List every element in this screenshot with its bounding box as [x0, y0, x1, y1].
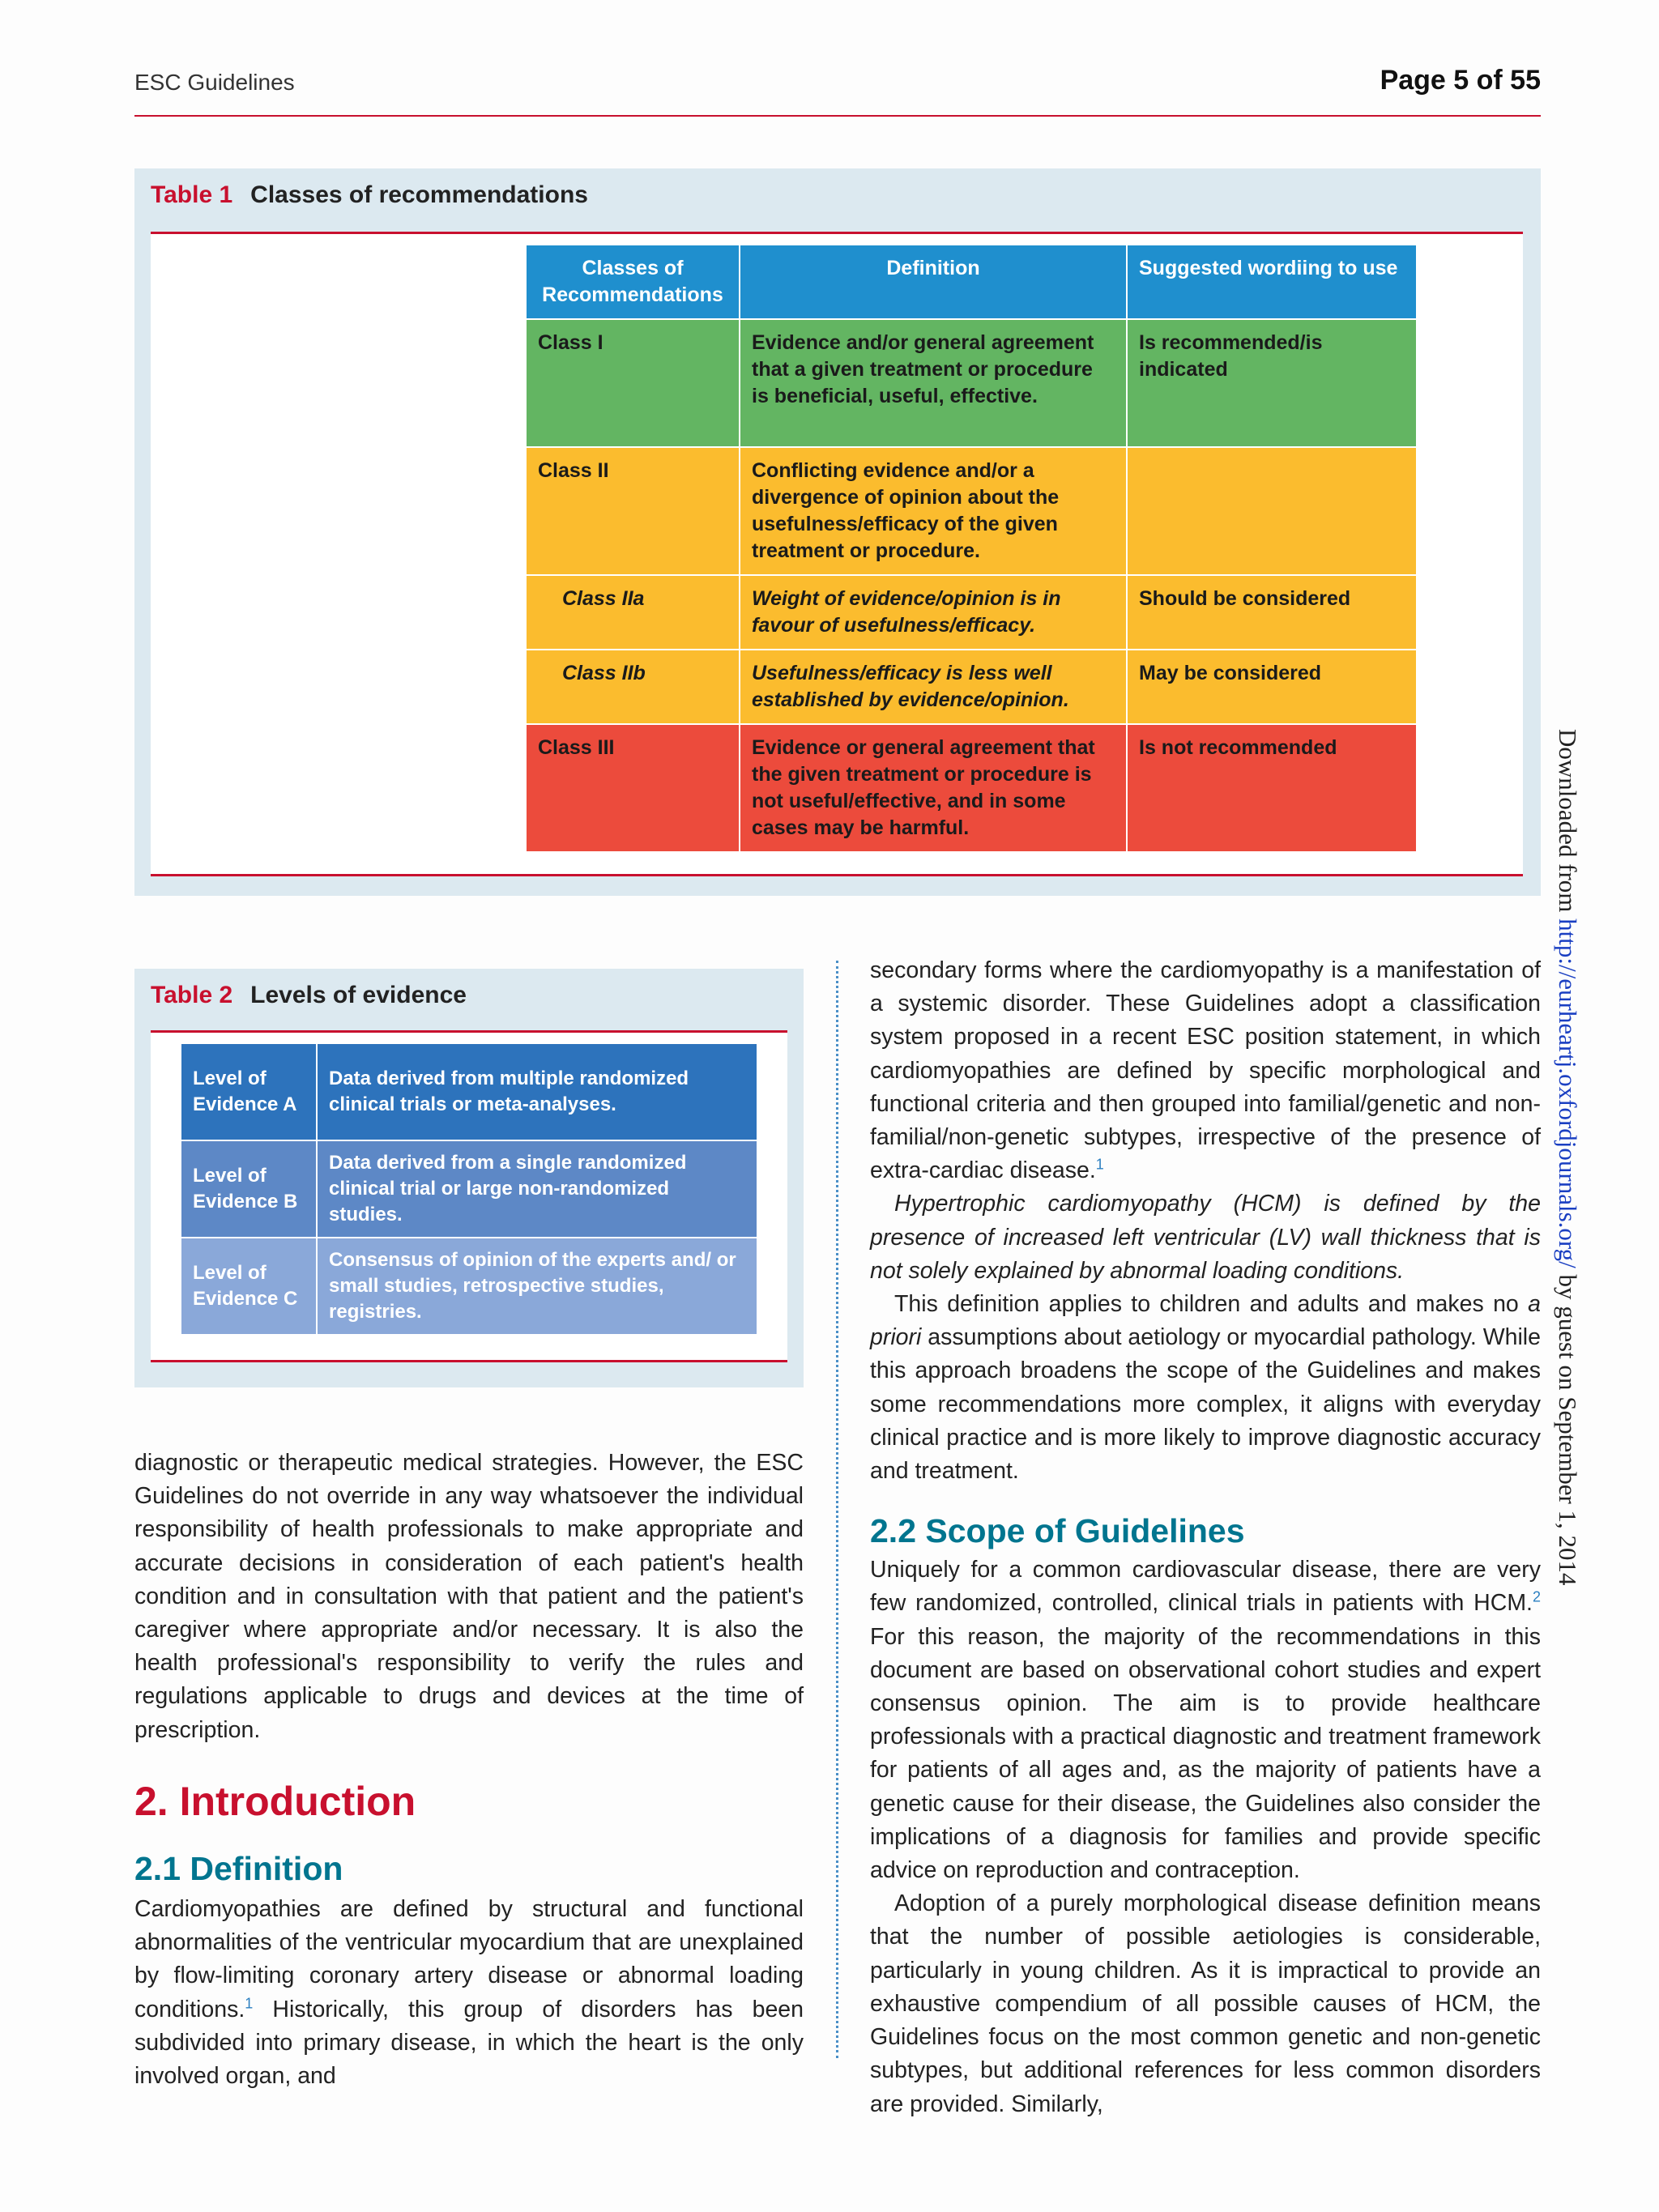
- download-notice-link[interactable]: http://eurheartj.oxfordjournals.org/: [1554, 918, 1582, 1268]
- column-divider: [836, 961, 838, 2058]
- morphological-definition-paragraph: Adoption of a purely morphological disease definition means that the number of possible aetiologies is considerable, particularly in young children. As it is impractical to provide an exhaustive compendium of all possible causes of HCM, the Guidelines focus on the most common genetic and non-genetic subtypes, but additional references for less common disorders are provided. Similarly,: [870, 1890, 1541, 2117]
- scope-paragraph: [870, 1554, 1541, 1887]
- table2-title: Levels of evidence: [250, 982, 467, 1008]
- scope-paragraph-text-a: Uniquely for a common cardiovascular disease, there are very few randomized, controlled, clinical trials in patients with HCM.: [870, 1557, 1541, 1617]
- table1-header-classes: Classes of Recommendations: [526, 245, 740, 319]
- table-row: [181, 1043, 757, 1140]
- table-row: [526, 319, 1417, 447]
- class-label: Class I: [526, 319, 740, 447]
- table2-number: Table 2: [151, 982, 233, 1008]
- disclaimer-paragraph: diagnostic or therapeutic medical strategies. However, the ESC Guidelines do not override in any way whatsoever the individual responsibility of health professionals to make appropriate and accurate decisions in consideration of each patient's health condition and in consultation with that patient and the patient's caregiver where appropriate and/or necessary. It is also the health professional's responsibility to verify the rules and regulations applicable to drugs and devices at the time of prescription.: [134, 1450, 804, 1743]
- scope-text-italic: a priori: [870, 1291, 1541, 1351]
- evidence-level: Level of Evidence C: [181, 1238, 317, 1335]
- section-heading-scope: 2.2 Scope of Guidelines: [870, 1512, 1245, 1550]
- definition-text-a: Cardiomyopathies are defined by structural and functional abnormalities of the ventricular myocardium that are unexplained by flow-limiting coronary artery disease or abnormal loading conditions.: [134, 1896, 804, 2022]
- header-rule: [134, 115, 1541, 117]
- class-definition: Weight of evidence/opinion is in favour of usefulness/efficacy.: [740, 575, 1127, 650]
- hcm-definition-paragraph: Hypertrophic cardiomyopathy (HCM) is defined by the presence of increased left ventricular (LV) wall thickness that is not solely explained by abnormal loading conditions.: [870, 1191, 1541, 1284]
- table-row: [181, 1140, 757, 1238]
- table1-title: Classes of recommendations: [250, 181, 588, 208]
- definition-scope-paragraph: [870, 1288, 1541, 1488]
- classes-of-recommendations-table: [525, 244, 1418, 853]
- class-definition: Evidence or general agreement that the given treatment or procedure is not useful/effective, and in some cases may be harmful.: [740, 724, 1127, 852]
- class-wording: Should be considered: [1127, 575, 1417, 650]
- table-row: [526, 575, 1417, 650]
- class-wording: [1127, 447, 1417, 575]
- right-column: [870, 954, 1541, 2121]
- evidence-description: Data derived from multiple randomized clinical trials or meta-analyses.: [317, 1043, 757, 1140]
- class-wording: Is recommended/is indicated: [1127, 319, 1417, 447]
- scope-text-a: This definition applies to children and adults and makes no: [894, 1291, 1529, 1318]
- page-number: Page 5 of 55: [1380, 65, 1541, 96]
- reference-1[interactable]: 1: [245, 1995, 254, 2012]
- classification-paragraph: [870, 954, 1541, 1187]
- table1-header-definition: Definition: [740, 245, 1127, 319]
- table2-caption: [151, 982, 467, 1009]
- scope-paragraph-text-b: For this reason, the majority of the recommendations in this document are based on observational cohort studies and expert consensus opinion. The aim is to provide healthcare professionals with a practical diagnostic and treatment framework for patients of all ages and, as the majority of patients have a genetic cause for their disease, the Guidelines also consider the implications of a diagnosis for families and provide specific advice on reproduction and contraception.: [870, 1623, 1541, 1884]
- class-label: Class II: [526, 447, 740, 575]
- class-definition: Usefulness/efficacy is less well established by evidence/opinion.: [740, 650, 1127, 724]
- reference-1[interactable]: 1: [1095, 1156, 1104, 1173]
- table1-header-wording: Suggested wordiing to use: [1127, 245, 1417, 319]
- evidence-description: Data derived from a single randomized clinical trial or large non-randomized studies.: [317, 1140, 757, 1238]
- table1-number: Table 1: [151, 181, 233, 208]
- download-notice-prefix: Downloaded from: [1554, 729, 1582, 919]
- table1-caption: [151, 181, 588, 209]
- download-notice-suffix: by guest on September 1, 2014: [1554, 1268, 1582, 1586]
- table-row: [181, 1238, 757, 1335]
- evidence-description: Consensus of opinion of the experts and/ or small studies, retrospective studies, registries.: [317, 1238, 757, 1335]
- class-definition: Conflicting evidence and/or a divergence of opinion about the usefulness/efficacy of the given treatment or procedure.: [740, 447, 1127, 575]
- evidence-level: Level of Evidence A: [181, 1043, 317, 1140]
- definition-paragraph: [134, 1893, 804, 2093]
- class-definition: Evidence and/or general agreement that a given treatment or procedure is beneficial, useful, effective.: [740, 319, 1127, 447]
- class-label: Class IIa: [526, 575, 740, 650]
- running-header-left: ESC Guidelines: [134, 70, 295, 95]
- section-heading-definition: 2.1 Definition: [134, 1850, 343, 1887]
- levels-of-evidence-table: [180, 1042, 758, 1336]
- class-wording: Is not recommended: [1127, 724, 1417, 852]
- left-column-upper: [134, 1447, 804, 1747]
- table-row: [526, 724, 1417, 852]
- table-row: [526, 650, 1417, 724]
- evidence-level: Level of Evidence B: [181, 1140, 317, 1238]
- download-notice: [1542, 729, 1582, 1863]
- scope-text-b: assumptions about aetiology or myocardial pathology. While this approach broadens the scope of the Guidelines and makes some recommendations more complex, it aligns with everyday clinical practice and is more likely to improve diagnostic accuracy and treatment.: [870, 1324, 1541, 1485]
- classification-text: secondary forms where the cardiomyopathy is a manifestation of a systemic disorder. These Guidelines adopt a classification system proposed in a recent ESC position statement, in which cardiomyopathies are defined by specific morphological and functional criteria and then grouped into familial/genetic and non-familial/non-genetic subtypes, irrespective of the presence of extra-cardiac disease.: [870, 957, 1541, 1184]
- table-row: [526, 447, 1417, 575]
- table2-box: [134, 969, 804, 1387]
- section-heading-introduction: 2. Introduction: [134, 1779, 416, 1824]
- left-column-lower: [134, 1850, 804, 2093]
- table1-box: [134, 168, 1541, 896]
- class-label: Class III: [526, 724, 740, 852]
- definition-text-b: Historically, this group of disorders has been subdivided into primary disease, in which the heart is the only involved organ, and: [134, 1996, 804, 2090]
- table2-body: [151, 1030, 787, 1362]
- class-wording: May be considered: [1127, 650, 1417, 724]
- class-label: Class IIb: [526, 650, 740, 724]
- reference-2[interactable]: 2: [1532, 1588, 1541, 1605]
- table1-body: [151, 232, 1523, 876]
